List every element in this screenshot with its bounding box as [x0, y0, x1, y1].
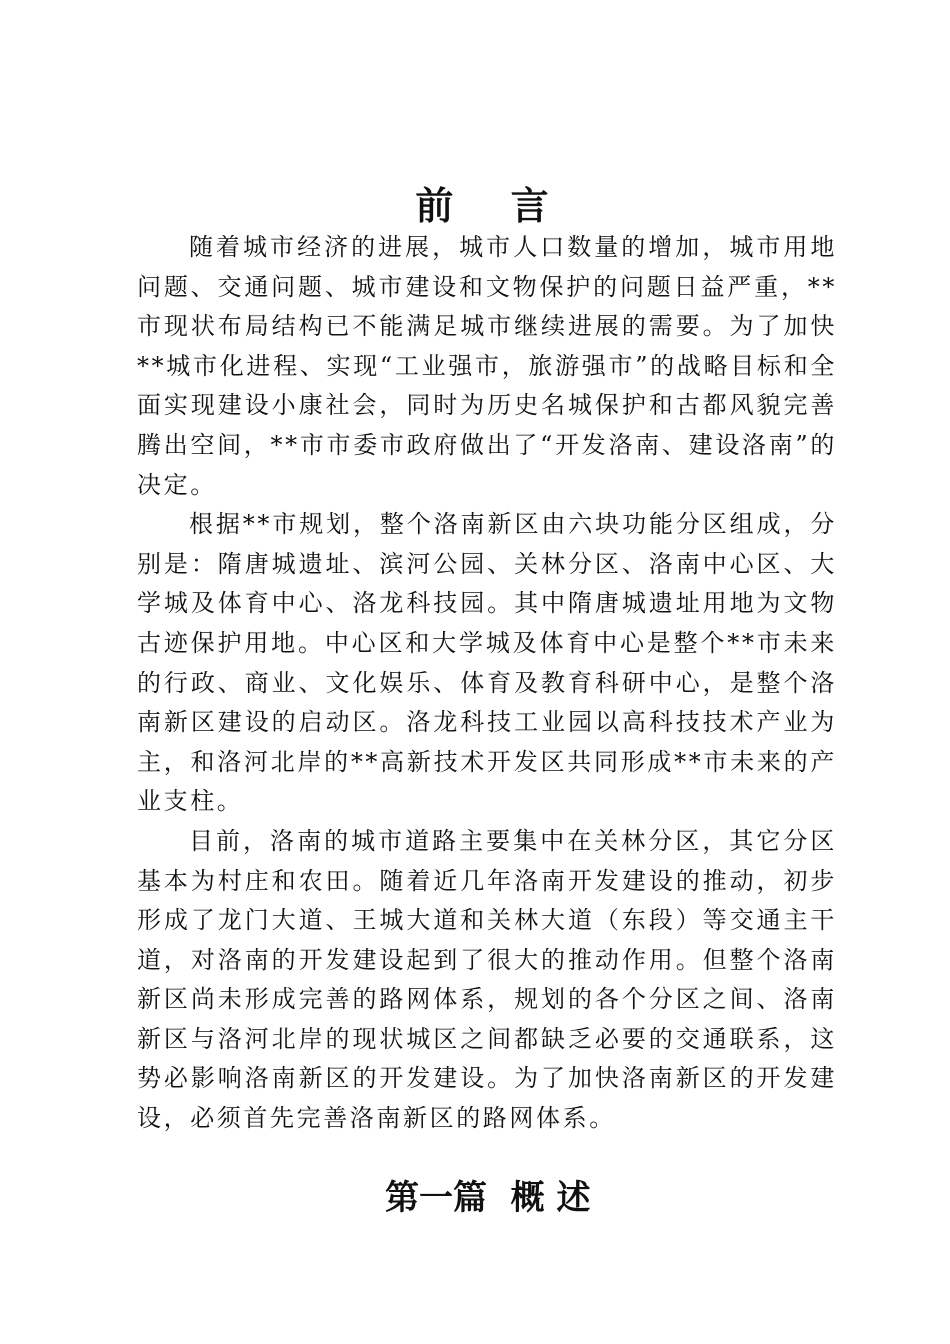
preface-paragraph-1: 随着城市经济的进展，城市人口数量的增加，城市用地问题、交通问题、城市建设和文物保护的问题日益严重，**市现状布局结构已不能满足城市继续进展的需要。为了加快**城市化进程、实现“工业强市，旅游强市”的战略目标和全面实现建设小康社会，同时为历史名城保护和古都风貌完善腾出空间，**市市委市政府做出了“开发洛南、建设洛南”的决定。	[137, 233, 837, 499]
preface-body	[137, 228, 837, 1139]
preface-paragraph-2: 根据**市规划，整个洛南新区由六块功能分区组成，分别是：隋唐城遗址、滨河公园、关林分区、洛南中心区、大学城及体育中心、洛龙科技园。其中隋唐城遗址用地为文物古迹保护用地。中心区和大学城及体育中心是整个**市未来的行政、商业、文化娱乐、体育及教育科研中心，是整个洛南新区建设的启动区。洛龙科技工业园以高科技技术产业为主，和洛河北岸的**高新技术开发区共同形成**市未来的产业支柱。	[137, 510, 837, 816]
preface-title: 前 言	[415, 183, 571, 228]
part-one-title: 第一篇 概 述	[385, 1178, 591, 1218]
preface-paragraph-3: 目前，洛南的城市道路主要集中在关林分区，其它分区基本为村庄和农田。随着近几年洛南开发建设的推动，初步形成了龙门大道、王城大道和关林大道（东段）等交通主干道，对洛南的开发建设起到了很大的推动作用。但整个洛南新区尚未形成完善的路网体系，规划的各个分区之间、洛南新区与洛河北岸的现状城区之间都缺乏必要的交通联系，这势必影响洛南新区的开发建设。为了加快洛南新区的开发建设，必须首先完善洛南新区的路网体系。	[137, 826, 837, 1133]
